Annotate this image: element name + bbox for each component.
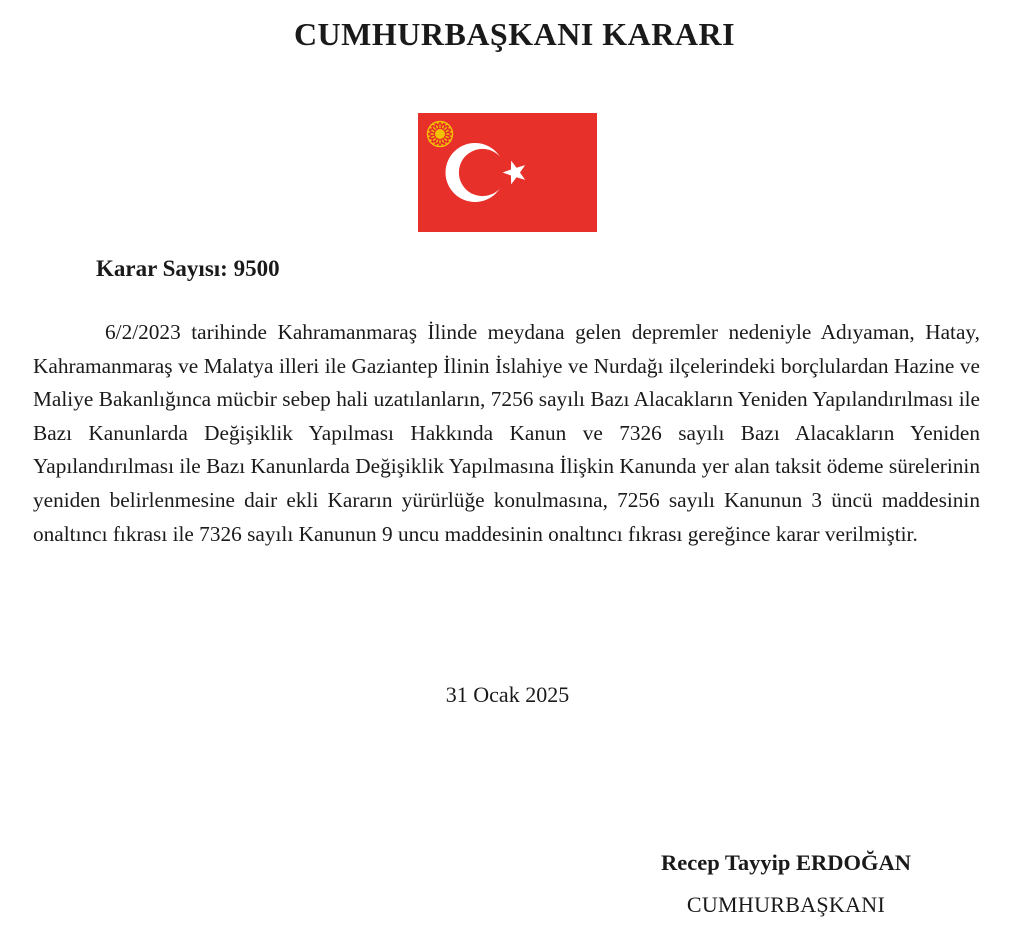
seal-star xyxy=(428,131,430,133)
turkish-flag-icon xyxy=(418,113,597,232)
decision-number: Karar Sayısı: 9500 xyxy=(96,256,280,281)
seal-star xyxy=(448,127,450,129)
seal-star xyxy=(441,122,443,124)
decision-body-text: 6/2/2023 tarihinde Kahramanmaraş İlinde meydana gelen depremler nedeniyle Adıyaman, Hatay, Kahramanmaraş ve Malatya illeri ile Gaziantep İlinin İslahiye ve Nurdağı ilçelerindeki borçlulardan Hazine ve Maliye Bakanlığınca mücbir sebep hali uzatılanların, 7256 sayılı Bazı Alacakların Yeniden Yapılandırılması ile Bazı Kanunlarda Değişiklik Yapılması Hakkında Kanun ve 7326 sayılı Bazı Alacakların Yeniden Yapılandırılması ile Bazı Kanunlarda Değişiklik Yapılmasına İlişkin Kanunda yer alan taksit ödeme sürelerinin yeniden belirlenmesine dair ekli Kararın yürürlüğe konulmasına, 7256 sayılı Kanunun 3 üncü maddesinin onaltıncı fıkrası ile 7326 sayılı Kanunun 9 uncu maddesinin onaltıncı fıkrası gereğince karar verilmiştir. xyxy=(33,320,980,546)
document-title: CUMHURBAŞKANI KARARI xyxy=(293,16,736,52)
seal-star xyxy=(437,122,439,124)
signer-title: CUMHURBAŞKANI xyxy=(686,892,886,917)
signer-name: Recep Tayyip ERDOĞAN xyxy=(660,850,912,875)
seal-star xyxy=(450,131,452,133)
seal-star xyxy=(433,142,435,144)
seal-star xyxy=(441,144,443,146)
crescent-inner xyxy=(459,149,506,196)
presidential-seal-icon xyxy=(428,122,453,147)
decision-date: 31 Ocak 2025 xyxy=(445,682,570,707)
seal-star xyxy=(448,139,450,141)
seal-star xyxy=(437,144,439,146)
seal-star xyxy=(445,142,447,144)
seal-star xyxy=(450,135,452,137)
seal-star xyxy=(445,124,447,126)
seal-star xyxy=(430,127,432,129)
seal-star xyxy=(433,124,435,126)
seal-star xyxy=(428,135,430,137)
seal-star xyxy=(430,139,432,141)
seal-inner-sun xyxy=(435,129,445,139)
